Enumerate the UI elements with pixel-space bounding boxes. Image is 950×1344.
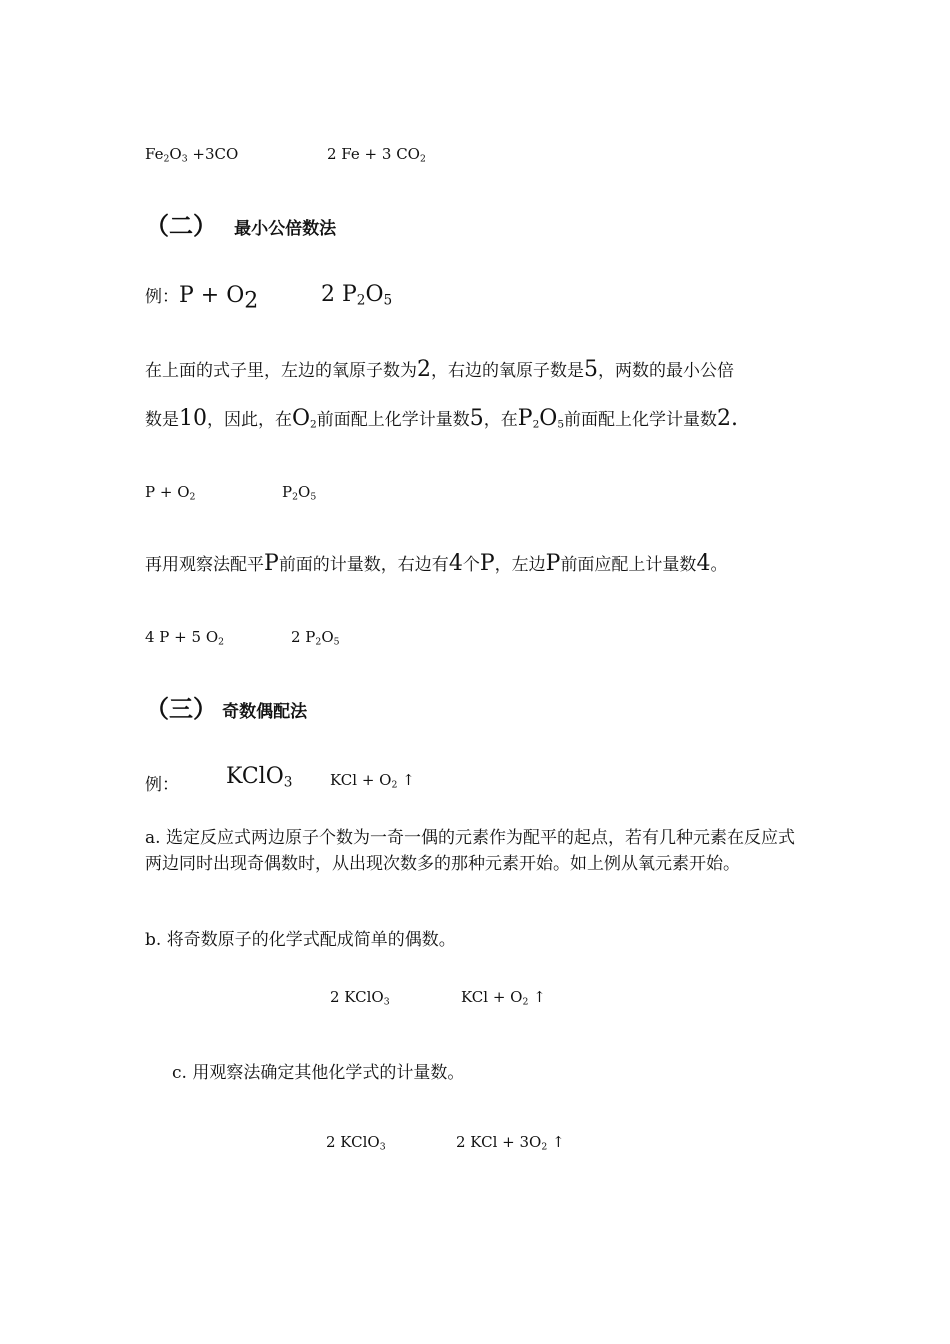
step-c: c. 用观察法确定其他化学式的计量数。: [172, 1063, 465, 1083]
equation-b-right: KCl + $O_2$ ↑: [461, 988, 546, 1008]
step-a: a. 选定反应式两边原子个数为一奇一偶的元素作为配平的起点，若有几种元素在反应式两边同时出现奇偶数时，从出现次数多的那种元素开始。如上例从氧元素开始。: [145, 828, 795, 874]
equation-p2o5-right: $P_2O_5$: [282, 483, 317, 503]
section-number: （三）: [145, 695, 217, 723]
equation-c-right: 2 KCl + $3O_2$ ↑: [456, 1133, 565, 1153]
explain-lcm-line2: 数是10，因此，在$O_2$前面配上化学计量数5，在$P_2O_5$前面配上化学计量数2.: [145, 406, 739, 431]
example-kcl-o2: KCl + $O_2$ ↑: [330, 771, 415, 791]
section-title: 最小公倍数法: [234, 219, 337, 239]
explain-observe: 再用观察法配平P前面的计量数，右边有4个P，左边P前面应配上计量数4。: [145, 551, 728, 576]
example-p2o5: 2 $P_2O_5$: [321, 282, 393, 309]
equation-balanced-right: 2 $P_2O_5$: [291, 628, 340, 648]
step-b: b. 将奇数原子的化学式配成简单的偶数。: [145, 930, 456, 950]
equation-fe2o3-left: $Fe_2O_3 +3CO$: [145, 145, 239, 165]
equation-c-left: 2 KClO$_3$: [326, 1133, 386, 1153]
equation-balanced-left: 4 P + 5 $O_2$: [145, 628, 225, 648]
equation-p-o2-left: $P + O_2$: [145, 483, 196, 503]
section-title: 奇数偶配法: [222, 702, 308, 722]
example-label: 例：: [145, 775, 179, 795]
equation-b-left: 2 KClO$_3$: [330, 988, 390, 1008]
section-heading-lcm: [145, 206, 336, 241]
example-kclo3: KClO$_3$: [226, 764, 293, 791]
section-number: （二）: [145, 212, 217, 240]
section-heading-odd-even: [145, 689, 307, 724]
explain-lcm-line1: 在上面的式子里，左边的氧原子数为2，右边的氧原子数是5，两数的最小公倍: [145, 357, 734, 382]
equation-fe2o3-right: 2 Fe + 3 $CO_2$: [327, 145, 426, 165]
example-p-o2: 例：$P + O_2$: [145, 283, 259, 314]
